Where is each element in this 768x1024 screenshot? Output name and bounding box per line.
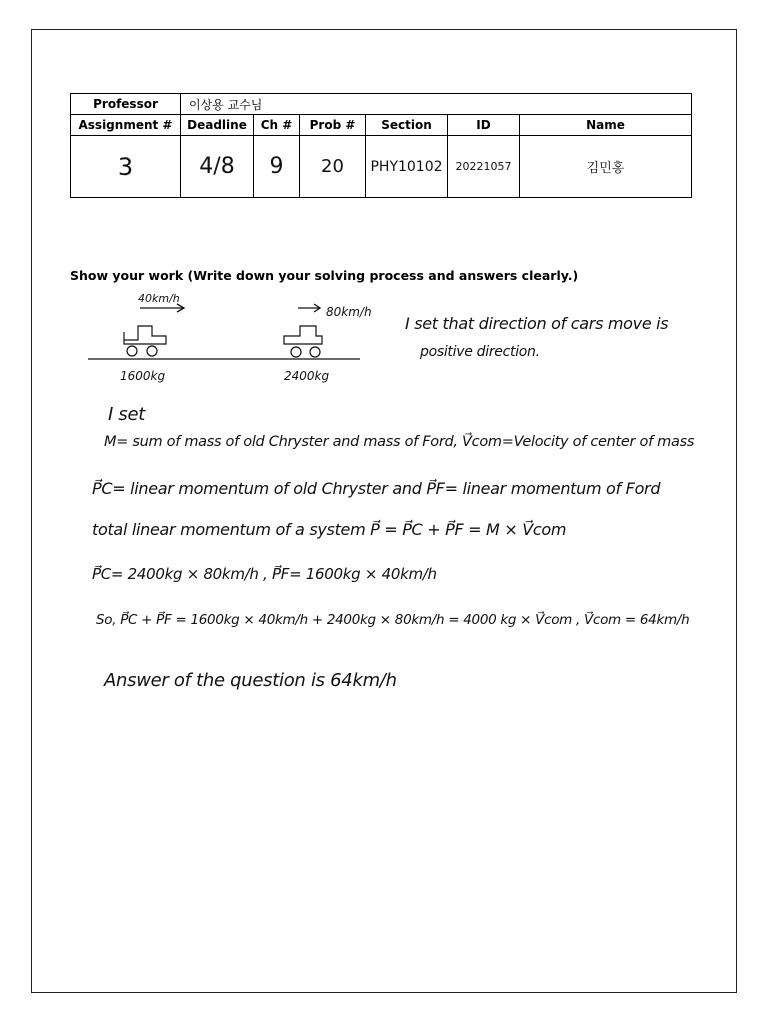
col-header-chapter: Ch #: [254, 115, 300, 136]
right-car: [284, 326, 322, 357]
name-value: 김민홍: [520, 136, 692, 198]
work-line-1: I set: [108, 404, 146, 425]
assignment-value: 3: [71, 136, 181, 198]
mass-right-label: 2400kg: [284, 369, 330, 383]
answer-line: Answer of the question is 64km/h: [104, 670, 397, 691]
speed-right-label: 80km/h: [326, 305, 372, 319]
col-header-name: Name: [520, 115, 692, 136]
direction-note-line1: I set that direction of cars move is: [405, 314, 669, 333]
col-header-assignment: Assignment #: [71, 115, 181, 136]
work-line-4: total linear momentum of a system P⃗ = P⃗C + P⃗F = M × V⃗com: [92, 520, 567, 539]
id-value: 20221057: [448, 136, 520, 198]
direction-note-line2: positive direction.: [420, 344, 540, 360]
col-header-section: Section: [366, 115, 448, 136]
section-value: PHY10102: [366, 136, 448, 198]
left-car: [124, 326, 166, 356]
assignment-info-table: [70, 93, 692, 198]
work-line-5: P⃗C= 2400kg × 80km/h , P⃗F= 1600kg × 40km/h: [92, 565, 437, 583]
work-line-6: So, P⃗C + P⃗F = 1600kg × 40km/h + 2400kg × 80km/h = 4000 kg × V⃗com , V⃗com = 64km/h: [96, 612, 690, 628]
instruction-text: Show your work (Write down your solving process and answers clearly.): [70, 268, 579, 283]
col-header-deadline: Deadline: [181, 115, 254, 136]
professor-value: 이상용 교수님: [181, 94, 692, 115]
deadline-value: 4/8: [181, 136, 254, 198]
chapter-value: 9: [254, 136, 300, 198]
problem-value: 20: [300, 136, 366, 198]
mass-left-label: 1600kg: [120, 369, 166, 383]
speed-left-label: 40km/h: [138, 292, 180, 305]
col-header-id: ID: [448, 115, 520, 136]
professor-label: Professor: [71, 94, 181, 115]
car-diagram: [80, 286, 380, 386]
work-line-3: P⃗C= linear momentum of old Chryster and P⃗F= linear momentum of Ford: [92, 479, 661, 498]
col-header-problem: Prob #: [300, 115, 366, 136]
work-line-2: M= sum of mass of old Chryster and mass of Ford, V⃗com=Velocity of center of mass: [104, 434, 695, 450]
